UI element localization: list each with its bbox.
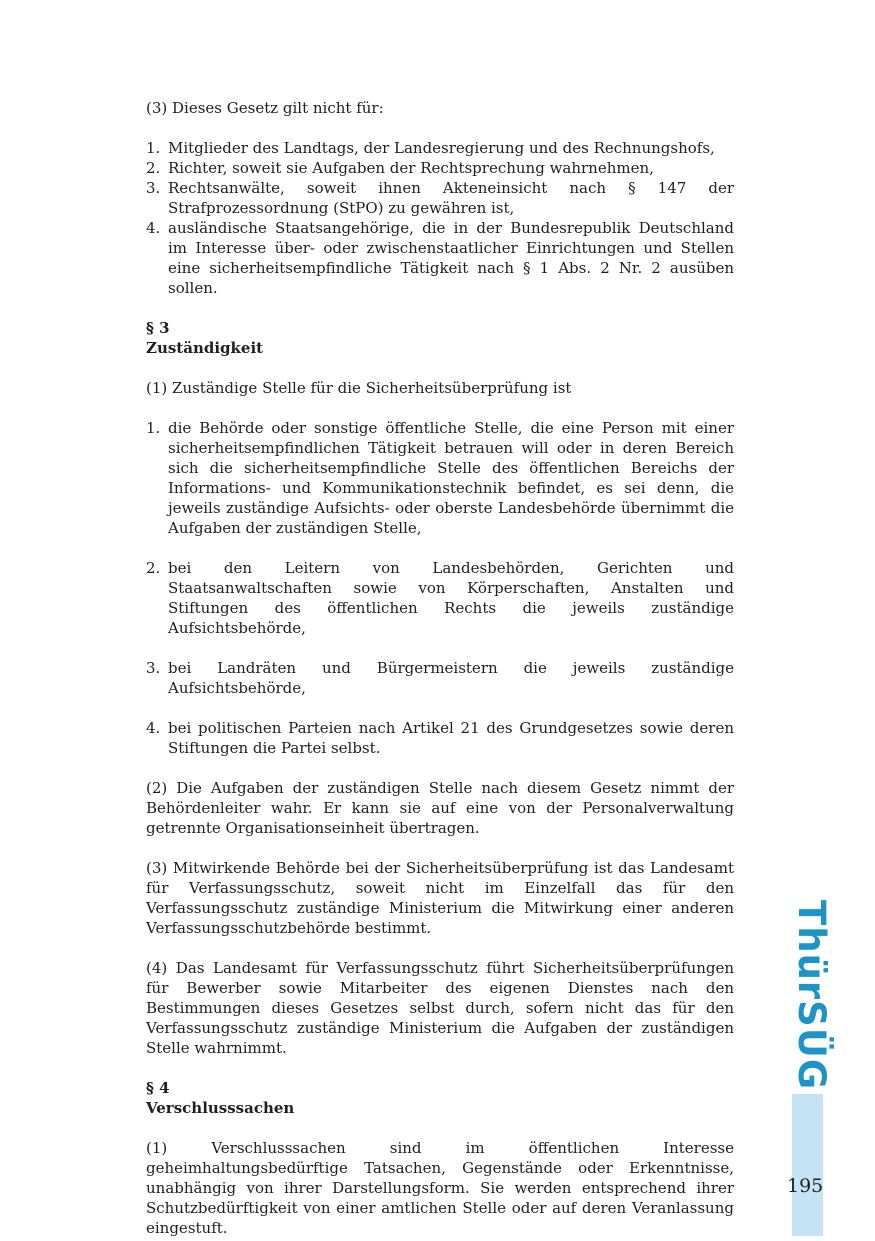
sec2-para3-list: [146, 138, 734, 298]
list-item: 3. Rechtsanwälte, soweit ihnen Akteneinsicht nach § 147 der Strafprozessordnung (StPO) zu gewähren ist,: [146, 179, 734, 217]
section-number: § 3: [146, 319, 170, 337]
thumb-index-bar: [792, 1094, 823, 1236]
list-item: 2. Richter, soweit sie Aufgaben der Rechtsprechung wahrnehmen,: [146, 159, 654, 177]
sec3-para1-intro: (1) Zuständige Stelle für die Sicherheitsüberprüfung ist: [146, 379, 572, 397]
sec2-para3-intro: (3) Dieses Gesetz gilt nicht für:: [146, 99, 384, 117]
list-item: 4. ausländische Staatsangehörige, die in der Bundesrepublik Deutschland im Interesse über- oder zwischenstaatlicher Einrichtungen und Stellen eine sicherheitsempfindliche Tätigkeit nach § 1 Abs. 2 Nr. 2 ausüben sollen.: [146, 219, 734, 297]
list-item: 2. bei den Leitern von Landesbehörden, Gerichten und Staatsanwaltschaften sowie von Körperschaften, Anstalten und Stiftungen des öffentlichen Rechts die jeweils zuständige Aufsichtsbehörde,: [146, 559, 734, 637]
list-item: 3. bei Landräten und Bürgermeistern die jeweils zuständige Aufsichtsbehörde,: [146, 659, 734, 697]
law-abbreviation-tab: ThürSÜG: [790, 900, 833, 1091]
section-title: Verschlusssachen: [146, 1099, 295, 1117]
sec3-para1-list: [146, 418, 734, 758]
list-item: 1. Mitglieder des Landtags, der Landesregierung und des Rechnungshofs,: [146, 139, 715, 157]
sec3-para3: (3) Mitwirkende Behörde bei der Sicherheitsüberprüfung ist das Landesamt für Verfassungsschutz, soweit nicht im Einzelfall das für den Verfassungsschutz zuständige Ministerium die Mitwirkung einer anderen Verfassungsschutzbehörde bestimmt.: [146, 859, 734, 937]
page-number: 195: [787, 1175, 824, 1197]
section-number: § 4: [146, 1079, 170, 1097]
list-item: 4. bei politischen Parteien nach Artikel 21 des Grundgesetzes sowie deren Stiftungen die Partei selbst.: [146, 719, 734, 757]
body-text: [146, 98, 734, 1238]
sec3-para2: (2) Die Aufgaben der zuständigen Stelle nach diesem Gesetz nimmt der Behördenleiter wahr. Er kann sie auf eine von der Personalverwaltung getrennte Organisationseinheit übertragen.: [146, 779, 734, 837]
sec4-para1: (1) Verschlusssachen sind im öffentlichen Interesse geheimhaltungsbedürftige Tatsachen, Gegenstände oder Erkenntnisse, unabhängig von ihrer Darstellungsform. Sie werden entsprechend ihrer Schutzbedürftigkeit von einer amtlichen Stelle oder auf deren Veranlassung eingestuft.: [146, 1139, 734, 1237]
sec3-para4: (4) Das Landesamt für Verfassungsschutz führt Sicherheitsüberprüfungen für Bewerber sowie Mitarbeiter des eigenen Dienstes nach den Bestimmungen dieses Gesetzes selbst durch, sofern nicht das für den Verfassungsschutz zuständige Ministerium die Aufgaben der zuständigen Stelle wahrnimmt.: [146, 959, 734, 1057]
list-item: 1. die Behörde oder sonstige öffentliche Stelle, die eine Person mit einer sicherheitsempfindlichen Tätigkeit betrauen will oder in deren Bereich sich die sicherheitsempfindliche Stelle des öffentlichen Bereichs der Informations- und Kommunikationstechnik befindet, es sei denn, die jeweils zuständige Aufsichts- oder oberste Landesbehörde übernimmt die Aufgaben der zuständigen Stelle,: [146, 419, 734, 537]
section-title: Zuständigkeit: [146, 339, 264, 357]
